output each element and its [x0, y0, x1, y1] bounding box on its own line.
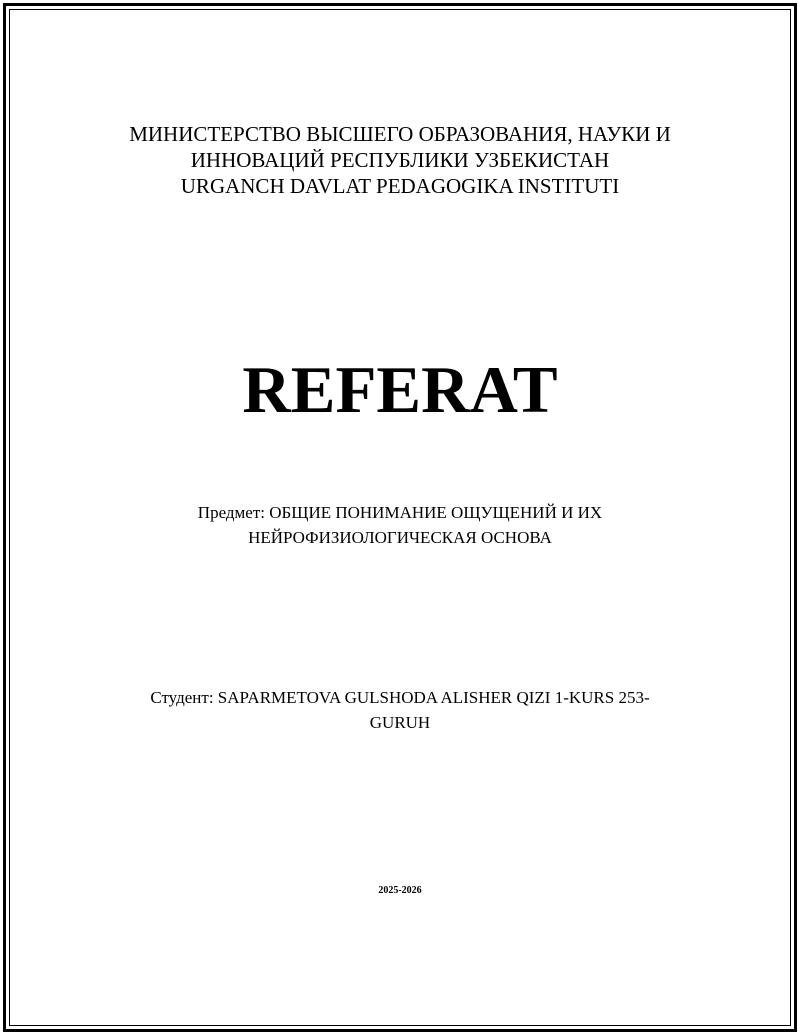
student-line-1: Студент: SAPARMETOVA GULSHODA ALISHER QIZI 1-KURS 253-	[150, 688, 650, 707]
subject-line-2: НЕЙРОФИЗИОЛОГИЧЕСКАЯ ОСНОВА	[248, 528, 552, 547]
academic-year: 2025-2026	[378, 885, 422, 896]
student-block	[0, 685, 800, 735]
document-title: REFERAT	[242, 353, 558, 427]
header-line-2: ИННОВАЦИЙ РЕСПУБЛИКИ УЗБЕКИСТАН	[190, 148, 610, 172]
header-line-3: URGANCH DAVLAT PEDAGOGIKA INSTITUTI	[180, 174, 620, 198]
student-line-2: GURUH	[369, 713, 431, 732]
subject-block	[0, 500, 800, 550]
subject-line-1: Предмет: ОБЩИЕ ПОНИМАНИЕ ОЩУЩЕНИЙ И ИХ	[197, 503, 603, 522]
institution-header	[0, 121, 800, 199]
header-line-1: МИНИСТЕРСТВО ВЫСШЕГО ОБРАЗОВАНИЯ, НАУКИ И	[129, 122, 671, 146]
